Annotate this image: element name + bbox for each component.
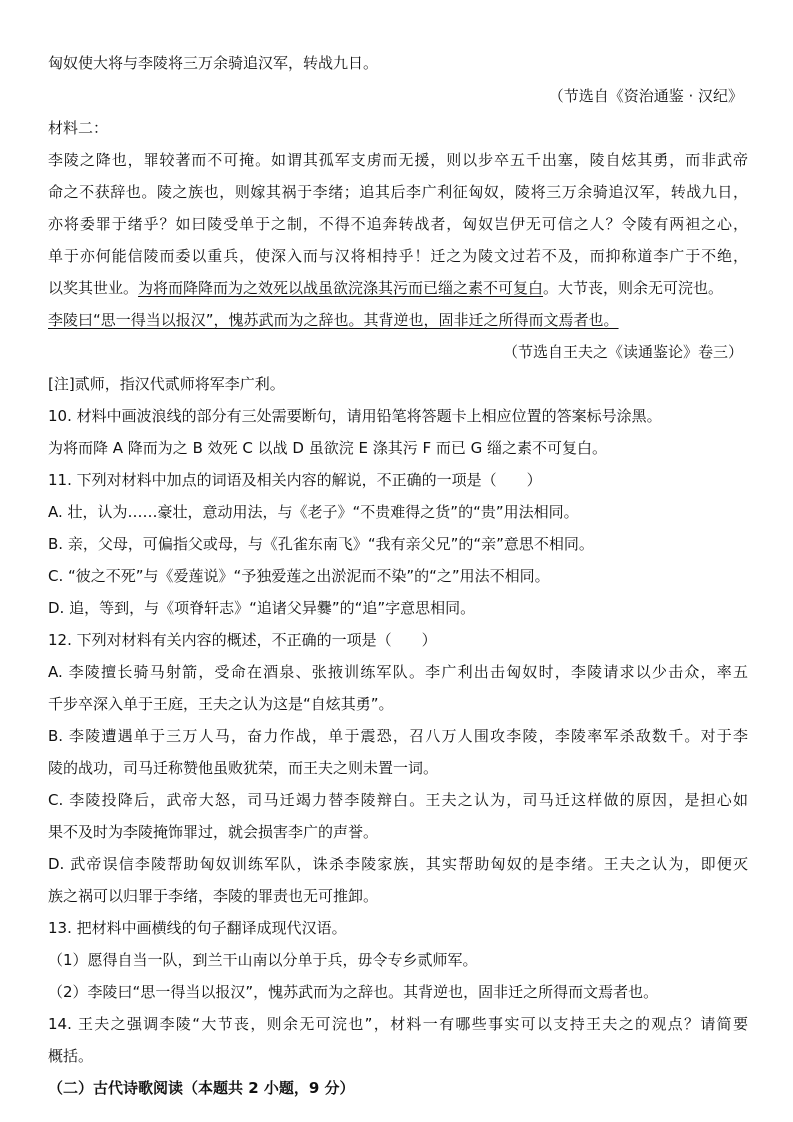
passage-text: 。大节丧，则余无可浣也。 [543, 279, 724, 297]
source-citation-2: （节选自王夫之《读通鉴论》卷三） [502, 343, 743, 361]
question-10: 10. 材料中画波浪线的部分有三处需要断句，请用铅笔将答题卡上相应位置的答案标号涂黑。 [48, 407, 662, 425]
question-14: 14. 王夫之强调李陵“大节丧，则余无可浣也”，材料一有哪些事实可以支持王夫之的观点？请简要 [48, 1015, 748, 1033]
footnote: [注]贰师，指汉代贰师将军李广利。 [48, 375, 285, 393]
option-b: B. 亲，父母，可偏指父或母，与《孔雀东南飞》“我有亲父兄”的“亲”意思不相同。 [48, 535, 594, 553]
question-13: 13. 把材料中画横线的句子翻译成现代汉语。 [48, 919, 347, 937]
section-heading: （二）古代诗歌阅读（本题共 2 小题，9 分） [48, 1079, 355, 1097]
option-d: D. 追，等到，与《项脊轩志》“追诸父异爨”的“追”字意思相同。 [48, 599, 476, 617]
material-two-heading: 材料二： [48, 119, 109, 137]
option-a: A. 李陵擅长骑马射箭，受命在酒泉、张掖训练军队。李广利出击匈奴时，李陵请求以少击众，率五 [48, 663, 748, 681]
option-d: D. 武帝误信李陵帮助匈奴训练军队，诛杀李陵家族，其实帮助匈奴的是李绪。王夫之认为，即便灭 [48, 855, 748, 873]
question-13-sub2: （2）李陵曰“思一得当以报汉”，愧苏武而为之辞也。其背逆也，固非迁之所得而文焉者也。 [48, 983, 659, 1001]
underlined-sentence: 李陵曰“思一得当以报汉”，愧苏武而为之辞也。其背逆也，固非迁之所得而文焉者也。 [48, 311, 619, 329]
option-a-cont: 千步卒深入单于王庭，王夫之认为这是“自炫其勇”。 [48, 695, 394, 713]
passage-text: 以奖其世业。 [48, 279, 139, 297]
question-12: 12. 下列对材料有关内容的概述，不正确的一项是（ ） [48, 631, 437, 649]
passage-line [48, 278, 748, 298]
option-c-cont: 果不及时为李陵掩饰罪过，就会损害李广的声誉。 [48, 823, 379, 841]
passage-line: 单于亦何能信陵而委以重兵，使深入而与汉将相持乎！迁之为陵文过若不及，而抑称道李广于不绝， [48, 247, 748, 265]
question-11: 11. 下列对材料中加点的词语及相关内容的解说，不正确的一项是（ ） [48, 471, 542, 489]
option-b-cont: 陵的战功，司马迁称赞他虽败犹荣，而王夫之则未置一词。 [48, 759, 439, 777]
passage-line: 亦将委罪于绪乎？如曰陵受单于之制，不得不追奔转战者，匈奴岂伊无可信之人？令陵有两袒之心， [48, 215, 748, 233]
question-10-text: 为将而降 A 降而为之 B 效死 C 以战 D 虽欲浣 E 涤其污 F 而已 G 缁之素不可复白。 [48, 439, 608, 457]
question-13-sub1: （1）愿得自当一队，到兰干山南以分单于兵，毋令专乡贰师军。 [48, 951, 478, 969]
option-c: C. “彼之不死”与《爱莲说》“予独爱莲之出淤泥而不染”的“之”用法不相同。 [48, 567, 550, 585]
source-citation-1: （节选自《资治通鉴 · 汉纪》 [548, 87, 743, 105]
option-c: C. 李陵投降后，武帝大怒，司马迁竭力替李陵辩白。王夫之认为，司马迁这样做的原因，是担心如 [48, 791, 748, 809]
material-one-last-line: 匈奴使大将与李陵将三万余骑追汉军，转战九日。 [48, 54, 379, 72]
option-a: A. 壮，认为……豪壮，意动用法，与《老子》“不贵难得之货”的“贵”用法相同。 [48, 503, 579, 521]
option-b: B. 李陵遭遇单于三万人马，奋力作战，单于震恐，召八万人围攻李陵，李陵率军杀敌数千。对于李 [48, 727, 748, 745]
option-d-cont: 族之祸可以归罪于李绪，李陵的罪责也无可推卸。 [48, 887, 379, 905]
wavy-underlined-sentence: 为将而降降而为之效死以战虽欲浣涤其污而已缁之素不可复白 [138, 279, 544, 297]
question-14-cont: 概括。 [48, 1047, 94, 1065]
passage-line: 命之不获辞也。陵之族也，则嫁其祸于李绪；追其后李广利征匈奴，陵将三万余骑追汉军，转战九日， [48, 183, 748, 201]
passage-line: 李陵之降也，罪较著而不可掩。如谓其孤军支虏而无援，则以步卒五千出塞，陵自炫其勇，而非武帝 [48, 151, 748, 169]
